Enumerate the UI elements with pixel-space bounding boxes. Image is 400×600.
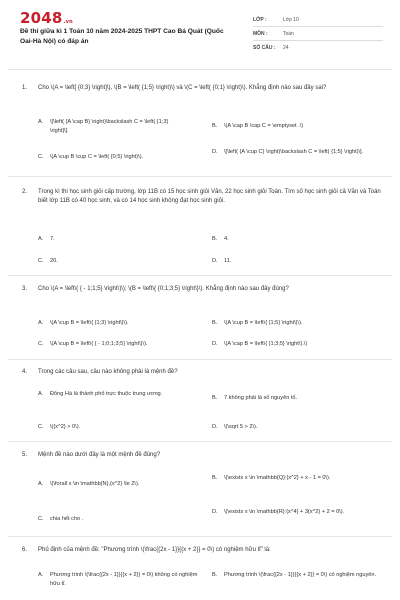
option-letter: D. bbox=[212, 424, 218, 430]
question-number: 3. bbox=[22, 286, 28, 292]
option-text: Đông Hà là thành phố trực thuộc trung ương. bbox=[50, 391, 163, 397]
option-text: \(\forall x \in \mathbb{N},{x^2} \le 2\). bbox=[50, 481, 140, 487]
option-d[interactable] bbox=[212, 340, 382, 349]
option-letter: A. bbox=[38, 572, 44, 578]
meta-value: Lớp 10 bbox=[283, 16, 299, 23]
question-divider bbox=[8, 536, 392, 537]
option-text: 7 không phải là số nguyên tố. bbox=[224, 395, 298, 401]
option-letter: C. bbox=[38, 424, 44, 430]
option-text: Phương trình \(\frac{{2x - 1}}{{x + 2}} = 0\) có nghiệm nguyên. bbox=[224, 572, 377, 578]
option-c[interactable] bbox=[38, 340, 208, 349]
option-text: \(\exists x \in \mathbb{R}:{x^4} + 3{x^2} + 2 = 0\). bbox=[224, 509, 345, 515]
question-2 bbox=[22, 188, 382, 206]
option-letter: D. bbox=[212, 149, 218, 155]
logo-text: 2048 bbox=[20, 9, 63, 27]
option-letter: C. bbox=[38, 154, 44, 160]
question-stem: Cho \(A = \left\{ { - 1;1;5} \right\}\); \(B = \left\{ {0;1;3;5} \right\}\). Khẳng định nào sau đây đúng? bbox=[38, 286, 289, 292]
option-text: 4. bbox=[224, 236, 229, 242]
option-letter: C. bbox=[38, 341, 44, 347]
question-stem: Cho \(A = \left[ {0;3} \right]\), \(B = \left( {1;5} \right)\) và \(C = \left( {0;1} \right)\). Khẳng định nào sau đây sai? bbox=[38, 85, 327, 91]
option-c[interactable] bbox=[38, 515, 188, 524]
question-stem: Mệnh đề nào dưới đây là một mệnh đề đúng? bbox=[38, 452, 161, 458]
option-b[interactable] bbox=[212, 319, 382, 328]
option-d[interactable] bbox=[212, 257, 382, 266]
option-letter: B. bbox=[212, 395, 218, 401]
option-b[interactable] bbox=[212, 235, 382, 244]
option-letter: D. bbox=[212, 509, 218, 515]
option-letter: D. bbox=[212, 258, 218, 264]
option-a[interactable] bbox=[38, 118, 188, 135]
option-a[interactable] bbox=[38, 235, 188, 244]
option-text: \[\left( {A \cap B} \right)\backslash C = \left( {1;3} \right]\]. bbox=[50, 119, 169, 134]
question-stem: Trong các câu sau, câu nào không phải là mệnh đề? bbox=[38, 369, 178, 375]
exam-meta bbox=[253, 13, 383, 54]
question-number: 5. bbox=[22, 452, 28, 458]
option-a[interactable] bbox=[38, 390, 198, 399]
option-a[interactable] bbox=[38, 480, 198, 489]
option-text: \(A \cup B = \left\{ {1;3} \right\}\). bbox=[50, 320, 129, 326]
option-c[interactable] bbox=[38, 257, 188, 266]
option-text: \(A \cap B = \left\{ {1;3;5} \right\}.\) bbox=[224, 341, 308, 347]
meta-label: MÔN : bbox=[253, 30, 268, 37]
option-text: \(A \cap B \cap C = \emptyset .\) bbox=[224, 123, 304, 129]
question-stem: Phủ định của mệnh đề: "Phương trình \(\frac{{2x - 1}}{{x + 2}} = 0\) có nghiệm hữu tỉ" là: bbox=[38, 547, 271, 553]
question-5 bbox=[22, 451, 382, 460]
option-text: \(A \cup B = \left\{ { - 1;0;1;3;5} \right\}\). bbox=[50, 341, 148, 347]
option-d[interactable] bbox=[212, 148, 382, 157]
option-text: 7. bbox=[50, 236, 55, 242]
meta-value: Toán bbox=[283, 30, 294, 37]
option-text: \(A \cup B \cup C = \left( {0;5} \right)\). bbox=[50, 154, 144, 160]
option-letter: B. bbox=[212, 236, 218, 242]
question-divider bbox=[8, 275, 392, 276]
option-letter: B. bbox=[212, 123, 218, 129]
option-text: 11. bbox=[224, 258, 232, 264]
option-letter: A. bbox=[38, 236, 44, 242]
option-text: \(A \cup B = \left\{ {1;5} \right\}\). bbox=[224, 320, 303, 326]
meta-row-count bbox=[253, 41, 383, 54]
option-b[interactable] bbox=[212, 474, 382, 483]
question-stem: Trong kì thi học sinh giỏi cấp trường, lớp 11B có 15 học sinh giỏi Văn, 22 học sinh giỏi Toán. Tìm số học sinh giỏi cả Văn và Toán biết lớp 11B có 40 học sinh, và có 14 học sinh không đạt học sinh giỏi. bbox=[38, 189, 381, 204]
question-number: 2. bbox=[22, 189, 28, 195]
option-text: Phương trình \(\frac{{2x - 1}}{{x + 2}} = 0\) không có nghiệm hữu tỉ. bbox=[50, 572, 198, 587]
option-c[interactable] bbox=[38, 153, 198, 162]
meta-row-class bbox=[253, 13, 383, 27]
option-letter: A. bbox=[38, 481, 44, 487]
option-a[interactable] bbox=[38, 571, 203, 588]
question-3 bbox=[22, 285, 382, 294]
question-1 bbox=[22, 84, 382, 93]
site-logo[interactable] bbox=[20, 9, 73, 27]
option-text: \[\left( {A \cup C} \right)\backslash C = \left( {1;5} \right)\]. bbox=[224, 149, 364, 155]
question-divider bbox=[8, 176, 392, 177]
page-header bbox=[0, 0, 400, 63]
question-number: 6. bbox=[22, 547, 28, 553]
option-text: \(\exists x \in \mathbb{Q}:{x^2} + x - 1 = 0\). bbox=[224, 475, 331, 481]
option-d[interactable] bbox=[212, 508, 382, 517]
question-4 bbox=[22, 368, 382, 377]
option-text: \(\sqrt 5 > 2\). bbox=[224, 424, 258, 430]
option-letter: A. bbox=[38, 119, 44, 125]
question-divider bbox=[8, 441, 392, 442]
option-b[interactable] bbox=[212, 571, 382, 580]
option-text: \({x^2} > 0\). bbox=[50, 424, 81, 430]
option-letter: B. bbox=[212, 475, 218, 481]
meta-row-subject bbox=[253, 27, 383, 41]
question-number: 1. bbox=[22, 85, 28, 91]
option-letter: C. bbox=[38, 258, 44, 264]
option-letter: A. bbox=[38, 391, 44, 397]
option-letter: A. bbox=[38, 320, 44, 326]
document-title: Đề thi giữa kì 1 Toán 10 năm 2024-2025 THPT Cao Bá Quát (Quốc Oai-Hà Nội) có đáp án bbox=[20, 28, 224, 45]
meta-value: 24 bbox=[283, 44, 289, 51]
question-number: 4. bbox=[22, 369, 28, 375]
option-letter: D. bbox=[212, 341, 218, 347]
meta-label: LỚP : bbox=[253, 16, 267, 23]
option-d[interactable] bbox=[212, 423, 382, 432]
option-b[interactable] bbox=[212, 122, 382, 131]
question-6 bbox=[22, 546, 382, 555]
option-letter: B. bbox=[212, 320, 218, 326]
option-letter: B. bbox=[212, 572, 218, 578]
option-text: chia hết cho . bbox=[50, 516, 84, 522]
meta-label: SỐ CÂU : bbox=[253, 44, 276, 51]
logo-suffix: .vn bbox=[63, 19, 73, 25]
option-b[interactable] bbox=[212, 394, 382, 403]
question-divider bbox=[8, 359, 392, 360]
header-divider bbox=[8, 69, 392, 70]
option-letter: C. bbox=[38, 516, 44, 522]
option-c[interactable] bbox=[38, 423, 188, 432]
option-text: 20. bbox=[50, 258, 58, 264]
option-a[interactable] bbox=[38, 319, 198, 328]
